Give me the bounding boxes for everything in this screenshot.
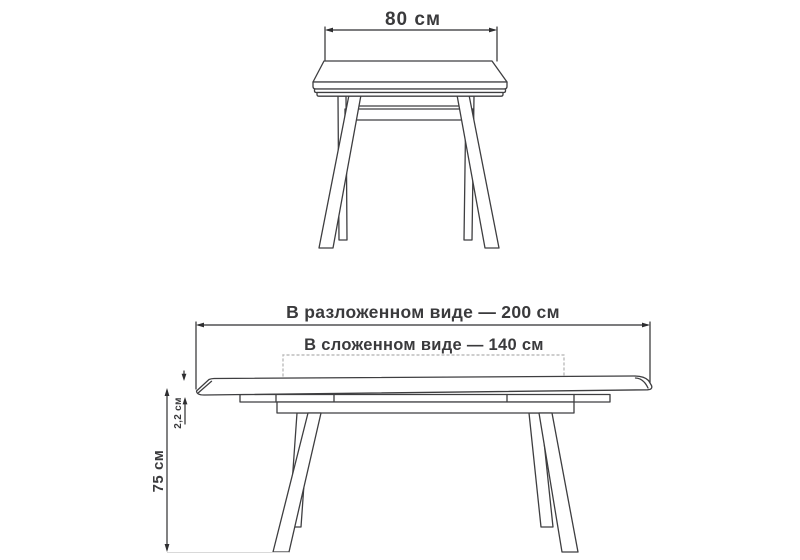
- width-dimension-label: 80 см: [384, 9, 442, 30]
- front-view-folded-leaf-lower: [317, 93, 503, 97]
- table-side-view: [150, 302, 652, 553]
- arrow-left-icon: [325, 28, 333, 33]
- side-view-slide-rail: [240, 395, 610, 403]
- folded-length-dotted-line: [283, 355, 564, 376]
- thickness-dimension-label: 2,2 см: [173, 397, 184, 429]
- front-view-front-right-leg: [457, 95, 499, 248]
- height-dimension-label: 75 см: [150, 449, 167, 493]
- arrow-left-icon: [196, 323, 204, 328]
- front-view-tabletop-surface: [313, 61, 507, 82]
- arrow-up-icon: [165, 388, 170, 396]
- thickness-dimension-22: [173, 371, 187, 429]
- arrow-right-icon: [642, 323, 650, 328]
- arrow-down-icon: [165, 544, 170, 552]
- side-view-apron: [277, 402, 574, 413]
- arrow-right-icon: [489, 28, 497, 33]
- height-dimension-75: [150, 388, 290, 553]
- length-dimension-140: [283, 336, 564, 376]
- width-dimension-80: [325, 9, 497, 61]
- table-front-view: [313, 9, 507, 248]
- front-view-tabletop-edge: [313, 82, 507, 89]
- folded-length-label: В сложенном виде — 140 см: [304, 336, 544, 354]
- side-view-tabletop: [197, 376, 652, 395]
- extended-length-label: В разложенном виде — 200 см: [286, 302, 560, 322]
- front-view-stretcher: [345, 109, 473, 120]
- arrow-down-icon: [182, 374, 187, 381]
